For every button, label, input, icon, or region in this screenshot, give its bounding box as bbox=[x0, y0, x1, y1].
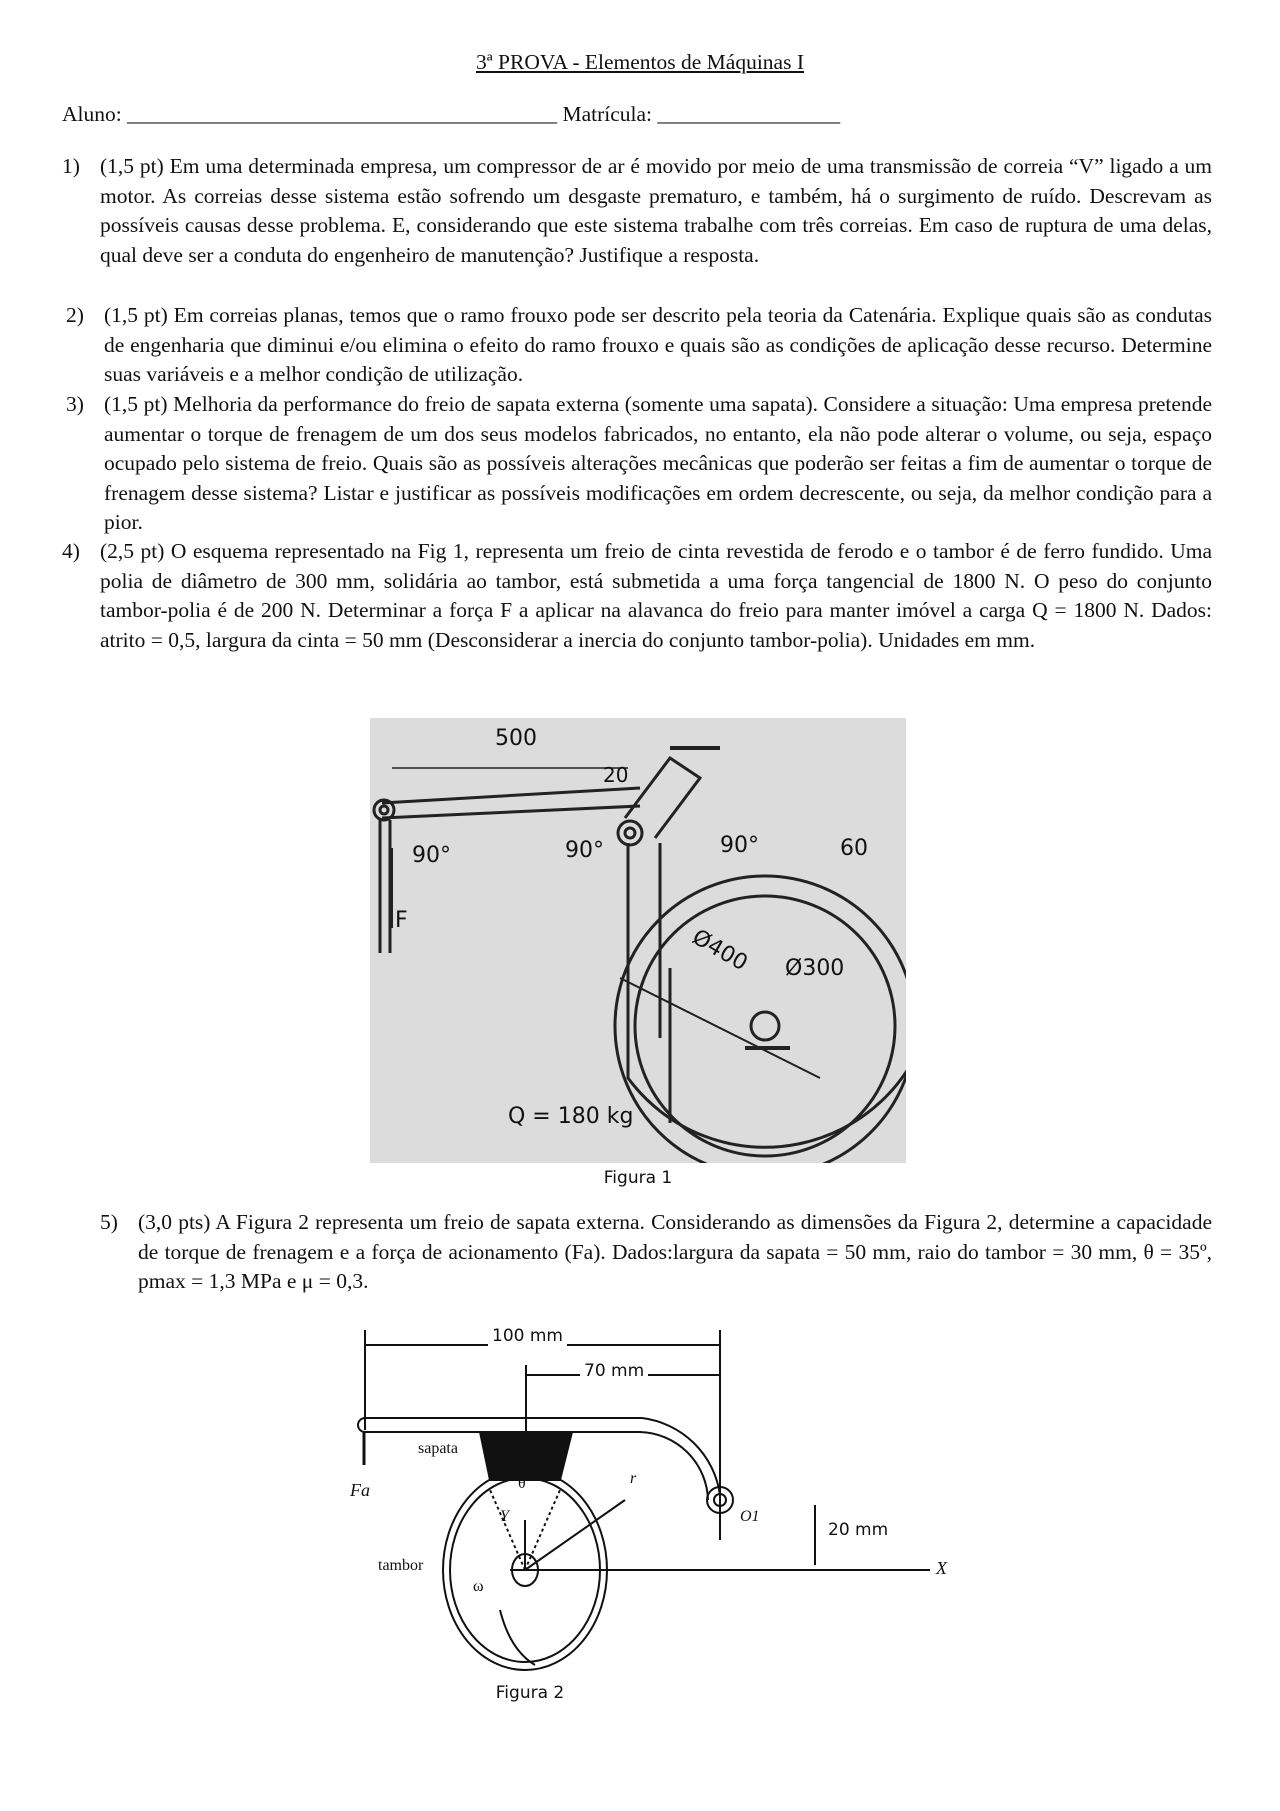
fa-label: Fa bbox=[350, 1480, 370, 1500]
question-text: (3,0 pts) A Figura 2 representa um freio de sapata externa. Considerando as dimensões da Figura 2, determine a capacidade de torque de frenagem e a força de acionamento (Fa). Dados:largura da sapata = 50 mm, raio do tambor = 30 mm, θ = 35º, pmax = 1,3 MPa e μ = 0,3. bbox=[138, 1210, 1212, 1293]
load-q-label: Q = 180 kg bbox=[508, 1104, 634, 1129]
omega-label: ω bbox=[473, 1578, 484, 1595]
question-text: (1,5 pt) Em correias planas, temos que o ramo frouxo pode ser descrito pela teoria da Catenária. Explique quais são as condutas de engenharia que diminui e/ou elimina o efeito do ramo frouxo e quais são as condições de aplicação desse recurso. Determine suas variáveis e a melhor condição de utilização. bbox=[104, 303, 1212, 386]
r-label: r bbox=[630, 1470, 637, 1487]
student-fields bbox=[62, 102, 840, 127]
student-id-field[interactable]: Matrícula: _________________ bbox=[562, 102, 841, 126]
question-text: (1,5 pt) Melhoria da performance do freio de sapata externa (somente uma sapata). Considere a situação: Uma empresa pretende aumentar o torque de frenagem de um dos seus modelos fabricados, no entanto, ela não pode alterar o volume, ou seja, espaço ocupado pelo sistema de freio. Quais são as possíveis alterações mecânicas que poderão ser feitas a fim de aumentar o torque de frenagem desse sistema? Listar e justificar as possíveis modificações em ordem decrescente, ou seja, da melhor condição para a pior. bbox=[104, 392, 1212, 534]
dim-60-label: 60 bbox=[840, 836, 868, 861]
question-5 bbox=[100, 1208, 1212, 1297]
dim-20-label: 20 mm bbox=[828, 1520, 889, 1540]
dim-20-label: 20 bbox=[603, 763, 629, 787]
question-1 bbox=[62, 152, 1212, 270]
sapata-label: sapata bbox=[418, 1440, 458, 1457]
question-3 bbox=[62, 390, 1212, 538]
figure-1-caption: Figura 1 bbox=[603, 1168, 673, 1188]
question-4 bbox=[62, 537, 1212, 655]
figure-2 bbox=[340, 1320, 1020, 1720]
question-text: (1,5 pt) Em uma determinada empresa, um compressor de ar é movido por meio de uma transmissão de correia “V” ligado a um motor. As correias desse sistema estão sofrendo um desgaste prematuro, e também, há o surgimento de ruído. Descrevam as possíveis causas desse problema. E, considerando que este sistema trabalhe com três correias. Em caso de ruptura de uma delas, qual deve ser a conduta do engenheiro de manutenção? Justifique a resposta. bbox=[100, 154, 1212, 267]
dim-100-label: 100 mm bbox=[488, 1326, 567, 1346]
angle-label: 90° bbox=[720, 833, 759, 858]
question-text: (2,5 pt) O esquema representado na Fig 1, representa um freio de cinta revestida de ferodo e o tambor é de ferro fundido. Uma polia de diâmetro de 300 mm, solidária ao tambor, está submetida a uma força tangencial de 1800 N. O peso do conjunto tambor-polia é de 200 N. Determinar a força F a aplicar na alavanca do freio para manter imóvel a carga Q = 1800 N. Dados: atrito = 0,5, largura da cinta = 50 mm (Desconsiderar a inercia do conjunto tambor-polia). Unidades em mm. bbox=[100, 539, 1212, 652]
page-title: 3ª PROVA - Elementos de Máquinas I bbox=[475, 50, 804, 74]
angle-label: 90° bbox=[565, 838, 604, 863]
question-number: 2) bbox=[66, 303, 84, 327]
diameter-300-label: Ø300 bbox=[785, 956, 845, 981]
diameter-400-label: Ø400 bbox=[687, 924, 752, 977]
y-axis-label: Y bbox=[500, 1508, 509, 1525]
theta-label: θ bbox=[518, 1475, 526, 1492]
figure-2-caption: Figura 2 bbox=[495, 1683, 565, 1703]
x-axis-label: X bbox=[936, 1558, 947, 1578]
question-number: 5) bbox=[100, 1210, 118, 1234]
dim-70-label: 70 mm bbox=[580, 1361, 648, 1381]
question-number: 4) bbox=[62, 539, 80, 563]
dim-500-label: 500 bbox=[495, 726, 537, 751]
angle-label: 90° bbox=[412, 843, 451, 868]
o1-label: O1 bbox=[740, 1508, 760, 1525]
question-number: 1) bbox=[62, 154, 80, 178]
question-2 bbox=[62, 301, 1212, 390]
question-number: 3) bbox=[66, 392, 84, 416]
force-f-label: F bbox=[395, 908, 408, 933]
tambor-label: tambor bbox=[378, 1557, 424, 1574]
student-name-field[interactable]: Aluno: ________________________________________ bbox=[62, 102, 558, 126]
figure-1 bbox=[370, 718, 906, 1163]
